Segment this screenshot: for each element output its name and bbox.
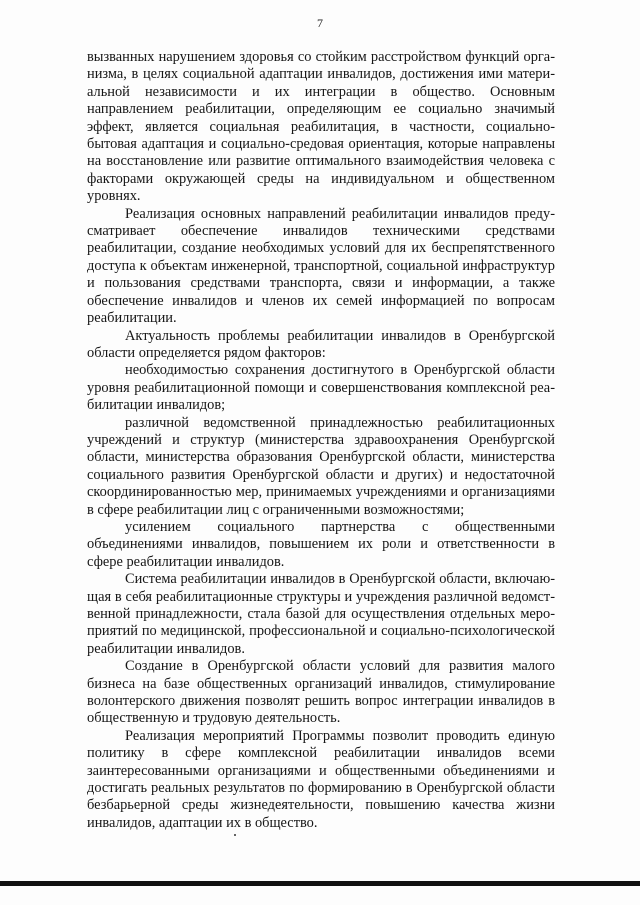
scan-bottom-edge bbox=[0, 881, 640, 886]
list-item-factor: различной ведомственной принадлежностью реабилитационных учреждений и структур (министерства здравоохранения Оренбургской области, министерства образования Оренбургской области, министерства социального развития Оренбургской области и других) и недостаточной скоординированностью мер, принимаемых учреждениями и организациями в сфере реабилитации лиц с ограниченными возможностями; bbox=[87, 414, 555, 518]
scan-speck bbox=[234, 834, 236, 836]
paragraph-relevance: Актуальность проблемы реабилитации инвалидов в Оренбургской области определяется рядом факторов: bbox=[87, 327, 555, 361]
list-item-factor: необходимостью сохранения достигнутого в Оренбургской области уровня реабилитационной помощи и совершенствования комплексной реабилитации инвалидов; bbox=[87, 362, 555, 414]
document-body bbox=[87, 49, 555, 832]
paragraph-system: Система реабилитации инвалидов в Оренбургской области, включающая в себя реабилитационные структуры и учреждения различной ведомственной принадлежности, стала базой для осуществления отдельных мероприятий по медицинской, профессиональной и социально-психологической реабилитации инвалидов. bbox=[87, 571, 555, 657]
page-number: 7 bbox=[317, 16, 323, 30]
paragraph-business: Создание в Оренбургской области условий для развития малого бизнеса на базе общественных организаций инвалидов, стимулирование волонтерского движения позволят решить вопрос интеграции инвалидов в общественную и трудовую деятельность. bbox=[87, 658, 555, 727]
paragraph-directions: Реализация основных направлений реабилитации инвалидов предусматривает обеспечение инвалидов техническими средствами реабилитации, создание необходимых условий для их беспрепятственного доступа к объектам инженерной, транспортной, социальной инфраструктур и пользования средствами транспорта, связи и информации, а также обеспечение инвалидов и членов их семей информацией по вопросам реабилитации. bbox=[87, 205, 555, 327]
paragraph-continuation: вызванных нарушением здоровья со стойким расстройством функций организма, в целях социальной адаптации инвалидов, достижения ими материальной независимости и их интеграции в общество. Основным направлением реабилитации, определяющим ее социально значимый эффект, является социальная реабилитация, в частности, социально-бытовая адаптация и социально-средовая ориентация, которые направлены на восстановление или развитие оптимального взаимодействия человека с факторами окружающей среды на индивидуальном и общественном уровнях. bbox=[87, 49, 555, 205]
list-item-factor: усилением социального партнерства с общественными объединениями инвалидов, повышением их роли и ответственности в сфере реабилитации инвалидов. bbox=[87, 518, 555, 570]
paragraph-program-result: Реализация мероприятий Программы позволит проводить единую политику в сфере комплексной реабилитации инвалидов всеми заинтересованными организациями и общественными объединениями и достигать реальных результатов по формированию в Оренбургской области безбарьерной среды жизнедеятельности, повышению качества жизни инвалидов, адаптации их в общество. bbox=[87, 727, 555, 831]
